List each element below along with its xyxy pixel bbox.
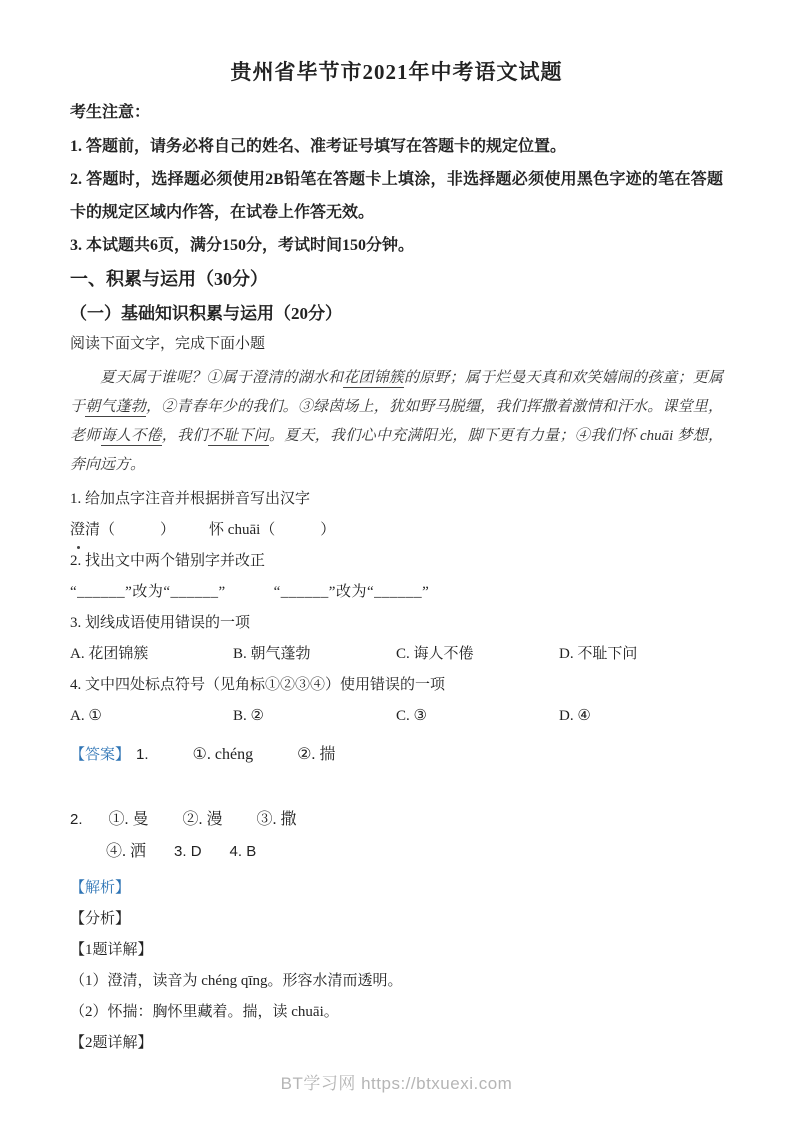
detail-1-label: 【1题详解】 (70, 942, 153, 958)
question-4-stem: 4. 文中四处标点符号（见角标①②③④）使用错误的一项 (70, 677, 446, 693)
answer-q1-number: 1. (136, 746, 149, 763)
answer-label: 【答案】 (70, 747, 131, 763)
notice-item-3: 3. 本试题共6页，满分150分，考试时间150分钟。 (70, 237, 415, 254)
passage-segment: 夏天属于谁呢？①属于澄清的湖水和 (100, 370, 344, 386)
question-3-options (70, 639, 723, 670)
reading-passage (70, 364, 723, 480)
word-rest: 清 (85, 522, 101, 538)
answers-line-1 (70, 739, 723, 771)
answer-q3: 3. D (174, 843, 202, 860)
answers-line-2 (70, 804, 723, 836)
reading-intro: 阅读下面文字，完成下面小题 (70, 336, 266, 352)
correction-blank-pair-2: “______”改为“______” (273, 584, 430, 600)
answer-q1-item-2: ②. 揣 (297, 746, 336, 763)
word-2: 怀 chuāi (209, 522, 261, 538)
answer-q2-item-4: ④. 洒 (106, 843, 147, 860)
answer-q2-item-3: ③. 撒 (256, 811, 297, 828)
answer-q2-number: 2. (70, 811, 83, 828)
passage-segment-underlined: 不耻下问 (207, 428, 269, 444)
passage-segment-underlined: 花团锦簇 (343, 370, 404, 386)
notice-item-2: 2. 答题时，选择题必须使用2B铅笔在答题卡上填涂，非选择题必须使用黑色字迹的笔在答题卡的规定区域内作答，在试卷上作答无效。 (70, 171, 723, 221)
question-1-answer-line (70, 515, 723, 546)
answer-q2-item-1: ①. 曼 (108, 811, 149, 828)
pinyin-blank-2: （ ） (260, 522, 336, 538)
detail-1-line-1: （1）澄清，读音为 chéng qīng。形容水清而透明。 (70, 973, 403, 989)
option-a: A. 花团锦簇 (70, 646, 149, 662)
option-b: B. 朝气蓬勃 (233, 646, 311, 662)
answer-q2-item-2: ②. 漫 (182, 811, 223, 828)
question-2-stem: 2. 找出文中两个错别字并改正 (70, 553, 266, 569)
passage-segment: 。夏天，我们心中充满阳光，脚下更有力量；④我们怀 chuāi 梦想，奔向远方。 (70, 428, 723, 473)
question-2-blanks-line (70, 577, 723, 608)
pinyin-blank-1: （ ） (100, 522, 176, 538)
passage-segment: 的原野；属于烂曼天真和欢笑嬉闹的孩童；更属于 (70, 370, 723, 415)
passage-segment: ，②青春年少的我们。③绿茵场上，犹如野马脱缰，我们挥撒着激情和汗水。课堂里，老师 (70, 399, 723, 444)
answer-q1-item-1: ①. chéng (192, 746, 254, 763)
subsection-heading: （一）基础知识积累与运用（20分） (70, 304, 342, 323)
dotted-character: 澄 (70, 515, 85, 546)
section-heading: 一、积累与运用（30分） (70, 269, 268, 289)
fenxi-label: 【分析】 (70, 911, 131, 927)
answer-q4: 4. B (229, 843, 257, 860)
correction-blank-pair-1: “______”改为“______” (70, 584, 226, 600)
jiexi-label: 【解析】 (70, 880, 131, 896)
detail-2-label: 【2题详解】 (70, 1035, 153, 1051)
passage-segment: ，我们 (161, 428, 208, 444)
detail-1-line-2: （2）怀揣：胸怀里藏着。揣，读 chuāi。 (70, 1004, 339, 1020)
option-c: C. 诲人不倦 (396, 646, 474, 662)
page-title: 贵州省毕节市2021年中考语文试题 (230, 60, 563, 84)
notice-header: 考生注意： (70, 104, 151, 121)
option-d: D. 不耻下问 (559, 646, 638, 662)
question-3-stem: 3. 划线成语使用错误的一项 (70, 615, 251, 631)
notice-item-1: 1. 答题前，请务必将自己的姓名、准考证号填写在答题卡的规定位置。 (70, 138, 567, 155)
question-4-options (70, 701, 723, 732)
passage-segment-underlined: 朝气蓬勃 (85, 399, 146, 415)
option-b: B. ② (233, 708, 264, 724)
question-1-stem: 1. 给加点字注音并根据拼音写出汉字 (70, 491, 311, 507)
option-a: A. ① (70, 708, 102, 724)
site-watermark: BT学习网 https://btxuexi.com (280, 1074, 513, 1093)
option-c: C. ③ (396, 708, 427, 724)
answers-line-3 (70, 836, 723, 868)
passage-segment-underlined: 诲人不倦 (100, 428, 162, 444)
option-d: D. ④ (559, 708, 591, 724)
